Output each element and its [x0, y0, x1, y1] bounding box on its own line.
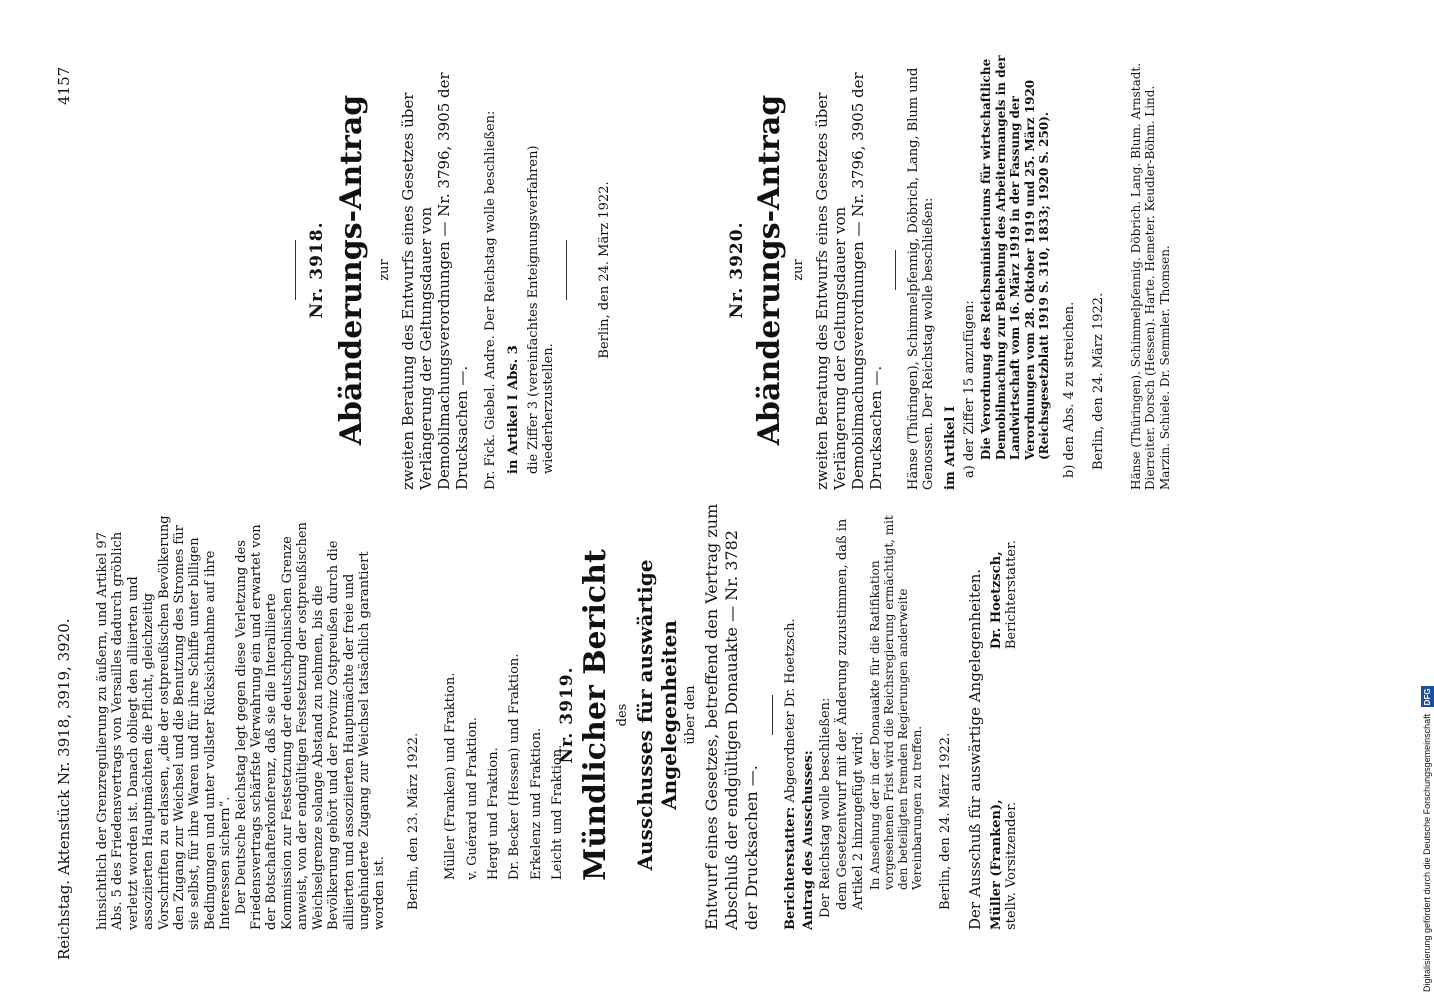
- signatory: Müller (Franken) und Fraktion.: [443, 672, 459, 880]
- reporter-name: Abgeordneter Dr. Hoetzsch.: [783, 618, 799, 803]
- section-3919-quote: In Ansehung der in der Donauakte für die Ratifikation vorgesehenen Frist wird die Reichsregierung ermächtigt, mit den beteiligten fremden Regierungen anderweite Vereinbarungen zu treffen.: [868, 515, 925, 890]
- section-3918-item: in Artikel I Abs. 3: [506, 345, 522, 474]
- section-3918-date: Berlin, den 24. März 1922.: [597, 181, 613, 359]
- section-3919-motion-text: dem Gesetzentwurf mit der Änderung zuzustimmen, daß in Artikel 2 hinzugefügt wird:: [835, 518, 866, 910]
- section-3919-reporter: [783, 500, 798, 930]
- left-column: [95, 510, 572, 930]
- section-3920-motion: Hänse (Thüringen), Schimmelpfennig, Döbrich, Lang, Blum und Genossen. Der Reichstag wolle beschließen:: [905, 67, 937, 490]
- left-paragraph-2: Der Deutsche Reichstag legt gegen diese Verletzung des Friedensvertrags schärfste Verwahrung ein und erwartet von der Botschafterkonferenz, daß sie die Interalliierte Kommission zur Festsetzung der deutschpolnischen Grenze anweist, von der endgültigen Festsetzung der ostpreußischen Weichselgrenze solange Abstand zu nehmen, bis die Bevölkerung gehört und der Provinz Ostpreußen durch die alliierten und assoziierten Hauptmächte der freie und ungehinderte Zugang zur Weichsel tatsächlich garantiert worden ist.: [233, 522, 388, 930]
- left-signatories: [443, 510, 565, 880]
- section-3918-motion: Dr. Fick. Giebel. Andre. Der Reichstag wolle beschließen:: [482, 110, 498, 490]
- section-3918-number: Nr. 3918.: [307, 221, 327, 319]
- section-3920-number: Nr. 3920.: [727, 221, 747, 319]
- section-3920-signatories: Hänse (Thüringen). Schimmelpfennig. Döbrich. Lang. Blum. Arnstadt. Dierreiter. Dorsch (Hessen). Harte. Hemeter. Keudler-Böhm. Lind. Marzin. Schiele. Dr. Semmler. Thomsen.: [1128, 62, 1172, 490]
- section-3919-committee-sign: Der Ausschuß für auswärtige Angelegenheiten.: [965, 568, 984, 930]
- section-3920-item-a: a) der Ziffer 15 anzufügen:: [962, 300, 978, 478]
- signatory: Dr. Becker (Hessen) und Fraktion.: [507, 653, 523, 880]
- signatory: v. Guérard und Fraktion.: [464, 717, 480, 880]
- reporter-block: [989, 540, 1020, 649]
- rep-role: Berichterstatter.: [1004, 540, 1020, 650]
- section-3918-item-text: die Ziffer 3 (vereinfachtes Enteignungsverfahren) wiederherzustellen.: [525, 145, 557, 474]
- section-3920-article: im Artikel I: [942, 406, 958, 490]
- page-number: 4157: [55, 66, 73, 105]
- section-3919-number: Nr. 3919.: [557, 666, 577, 764]
- section-3920-date: Berlin, den 24. März 1922.: [1091, 292, 1107, 470]
- left-date: Berlin, den 23. März 1922.: [405, 732, 421, 910]
- divider: [295, 240, 296, 300]
- signatory: Hergt und Fraktion.: [485, 747, 501, 880]
- section-3918-zur: zur: [377, 259, 393, 281]
- divider: [895, 250, 896, 290]
- section-3918-subject: zweiten Beratung des Entwurfs eines Gesetzes über Verlängerung der Geltungsdauer von Demobilmachungsverordnungen — Nr. 3796, 3905 der Drucksachen —.: [398, 72, 471, 490]
- watermark-text: Digitalisierung gefördert durch die Deutsche Forschungsgemeinschaft: [1422, 713, 1432, 992]
- section-3919-des: des: [615, 703, 631, 727]
- section-3919-ueber: über den: [682, 685, 698, 745]
- chair-block: [989, 799, 1020, 930]
- section-3919-date: Berlin, den 24. März 1922.: [938, 732, 954, 910]
- left-paragraph-1: hinsichtlich der Grenzregulierung zu äußern, und Artikel 97 Abs. 5 des Friedensvertrags von Versailles dadurch gröblich verletzt worden ist. Danach obliegt den alliierten und assoziierten Hauptmächten die Pflicht, gleichzeitig Vorschriften zu erlassen, „die der ostpreußischen Bevölkerung den Zugang zur Weichsel und die Benutzung des Stromes für sie selbst, für ihre Waren und für ihre Schiffe unter billigen Bedingungen und unter vollster Rücksichtnahme auf ihre Interessen sichern“.: [95, 515, 234, 930]
- header-title: Reichstag. Aktenstück Nr. 3918, 3919, 3920.: [55, 618, 73, 960]
- chair-name: Müller (Franken),: [989, 799, 1005, 930]
- section-3918-title: Abänderungs-Antrag: [334, 94, 370, 446]
- signatory: Leicht und Fraktion.: [550, 744, 566, 880]
- section-3919-signatures: [989, 500, 1020, 930]
- running-header: [55, 618, 73, 960]
- section-3918: [95, 50, 613, 490]
- section-3919-subject: Entwurf eines Gesetzes, betreffend den Vertrag zum Abschluß der endgültigen Donauakte — Nr. 3782 der Drucksachen —.: [702, 503, 762, 930]
- section-3919-motion-intro: Der Reichstag wolle beschließen:: [818, 697, 834, 918]
- section-3920-subject: zweiten Beratung des Entwurfs eines Gesetzes über Verlängerung der Geltungsdauer von Demobilmachungsverordnungen — Nr. 3796, 3905 der Drucksachen —.: [812, 72, 885, 490]
- signatory: Erkelenz und Fraktion.: [528, 727, 544, 880]
- section-3920-title: Abänderungs-Antrag: [752, 94, 788, 446]
- section-3920: [560, 50, 1172, 490]
- rep-name: Dr. Hoetzsch,: [989, 551, 1005, 650]
- dfg-watermark: [1420, 8, 1434, 992]
- divider: [772, 695, 773, 735]
- section-3919-title: Mündlicher Bericht: [578, 549, 614, 881]
- reporter-label: Berichterstatter:: [783, 806, 799, 930]
- section-3919-motion-label: Antrag des Ausschusses:: [800, 750, 816, 930]
- chair-role: stellv. Vorsitzender.: [1004, 801, 1020, 930]
- section-3920-item-b: b) den Abs. 4 zu streichen.: [1061, 301, 1077, 478]
- section-3920-zur: zur: [791, 259, 807, 281]
- dfg-logo-icon: DFG: [1421, 686, 1434, 707]
- section-3920-item-a-text: Die Verordnung des Reichsministeriums für wirtschaftliche Demobilmachung zur Behebung des Arbeitermangels in der Landwirtschaft vom 16. März 1919 in der Fassung der Verordnungen vom 28. Oktober 1919 und 25. März 1920 (Reichsgesetzblatt 1919 S. 310, 1833; 1920 S. 250).: [979, 55, 1052, 460]
- section-3919-committee: Ausschusses für auswärtige Angelegenheiten: [632, 559, 681, 871]
